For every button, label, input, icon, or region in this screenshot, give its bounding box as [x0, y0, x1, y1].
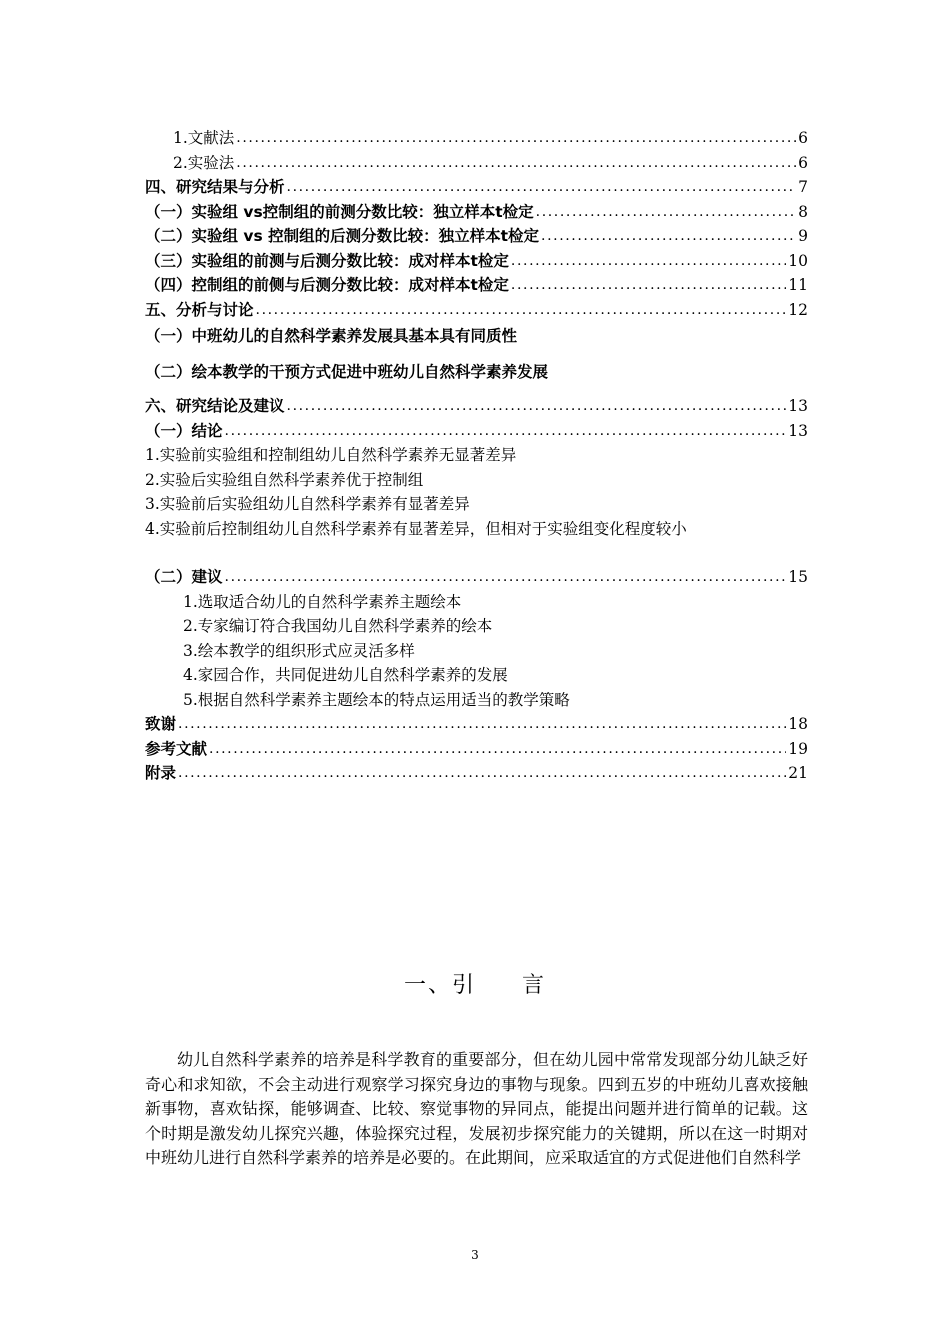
toc-leader-dots [541, 224, 796, 249]
section-heading-part1: 一、引 [403, 973, 476, 998]
toc-entry-page: 10 [788, 251, 808, 270]
toc-entry-title: （二）实验组 vs 控制组的后测分数比较：独立样本t检定 [145, 227, 540, 245]
toc-entry[interactable] [145, 419, 808, 444]
toc-entry-title: 致谢 [145, 715, 177, 733]
toc-entry[interactable] [145, 737, 808, 762]
toc-leader-dots [236, 126, 796, 151]
toc-leader-dots [256, 298, 787, 323]
toc-leader-dots [287, 394, 787, 419]
toc-entry-page: 12 [788, 300, 808, 319]
toc-entry-title: （一）中班幼儿的自然科学素养发展具基本具有同质性 [145, 327, 518, 345]
toc-entry-title: 3.绘本教学的组织形式应灵活多样 [183, 641, 415, 660]
toc-entry[interactable] [145, 468, 808, 493]
toc-entry[interactable] [145, 298, 808, 323]
toc-entry[interactable] [145, 224, 808, 249]
toc-entry-title: 参考文献 [145, 739, 208, 758]
toc-entry[interactable] [145, 492, 808, 517]
toc-entry-title: 4.家园合作，共同促进幼儿自然科学素养的发展 [183, 666, 508, 684]
toc-entry[interactable] [145, 126, 808, 151]
toc-entry-title: 1.实验前实验组和控制组幼儿自然科学素养无显著差异 [145, 446, 517, 464]
toc-leader-dots [236, 151, 796, 176]
toc-entry[interactable] [145, 590, 808, 615]
toc-entry-title: （一）结论 [145, 421, 223, 440]
toc-entry-page: 13 [788, 421, 808, 440]
toc-leader-dots [511, 249, 786, 274]
toc-entry[interactable] [145, 249, 808, 274]
toc-leader-dots [511, 273, 786, 298]
page-number: 3 [471, 1248, 479, 1262]
toc-entry-page: 11 [788, 276, 808, 294]
toc-entry-page: 15 [788, 568, 808, 586]
toc-entry-page: 8 [798, 202, 808, 221]
toc-entry-title: 2.专家编订符合我国幼儿自然科学素养的绘本 [183, 617, 493, 635]
toc-entry[interactable] [145, 175, 808, 200]
toc-entry-title: 2.实验法 [173, 153, 235, 172]
toc-entry[interactable] [145, 394, 808, 419]
toc-entry[interactable] [145, 639, 808, 664]
toc-entry-page: 7 [798, 178, 808, 196]
toc-entry-title: 附录 [145, 764, 177, 782]
toc-entry[interactable] [145, 273, 808, 298]
section-heading [0, 968, 950, 999]
toc-leader-dots [209, 737, 786, 762]
toc-entry-title: 5.根据自然科学素养主题绘本的特点运用适当的教学策略 [183, 690, 570, 709]
toc-entry-title: 4.实验前后控制组幼儿自然科学素养有显著差异，但相对于实验组变化程度较小 [145, 519, 687, 538]
toc-entry-title: 六、研究结论及建议 [145, 397, 285, 415]
toc-entry-page: 13 [788, 397, 808, 415]
toc-entry[interactable] [145, 200, 808, 225]
toc-entry-title: （一）实验组 vs控制组的前测分数比较：独立样本t检定 [145, 202, 534, 221]
toc-entry-title: 1.文献法 [173, 129, 235, 147]
toc-entry-title: 五、分析与讨论 [145, 300, 254, 319]
toc-entry[interactable] [145, 443, 808, 468]
toc-entry-title: （二）绘本教学的干预方式促进中班幼儿自然科学素养发展 [145, 363, 549, 381]
toc-entry[interactable] [145, 358, 808, 394]
toc-entry[interactable] [145, 688, 808, 713]
toc-entry-title: （三）实验组的前测与后测分数比较：成对样本t检定 [145, 251, 509, 270]
toc-entry-page: 6 [798, 129, 808, 147]
toc-entry-title: （四）控制组的前侧与后测分数比较：成对样本t检定 [145, 276, 509, 294]
toc-entry-page: 21 [788, 764, 808, 782]
toc-entry[interactable] [145, 151, 808, 176]
toc-entry-title: 四、研究结果与分析 [145, 178, 285, 196]
toc-entry[interactable] [145, 663, 808, 688]
toc-leader-dots [536, 200, 796, 225]
toc-entry[interactable] [145, 761, 808, 786]
toc-entry[interactable] [145, 517, 808, 542]
spacer [145, 541, 808, 565]
table-of-contents [145, 126, 808, 786]
toc-entry-page: 9 [798, 227, 808, 245]
toc-leader-dots [225, 419, 787, 444]
toc-leader-dots [225, 565, 787, 590]
toc-leader-dots [178, 712, 786, 737]
toc-entry[interactable] [145, 712, 808, 737]
toc-entry-page: 6 [798, 153, 808, 172]
toc-entry-page: 18 [788, 715, 808, 733]
toc-entry[interactable] [145, 614, 808, 639]
toc-entry-page: 19 [788, 739, 808, 758]
toc-entry-title: 3.实验前后实验组幼儿自然科学素养有显著差异 [145, 495, 470, 513]
toc-leader-dots [178, 761, 786, 786]
toc-entry-title: 2.实验后实验组自然科学素养优于控制组 [145, 470, 424, 489]
toc-entry[interactable] [145, 322, 808, 358]
toc-entry-title: （二）建议 [145, 568, 223, 586]
toc-entry-title: 1.选取适合幼儿的自然科学素养主题绘本 [183, 592, 462, 611]
body-paragraph: 幼儿自然科学素养的培养是科学教育的重要部分，但在幼儿园中常常发现部分幼儿缺乏好奇心和求知欲，不会主动进行观察学习探究身边的事物与现象。四到五岁的中班幼儿喜欢接触新事物，喜欢钻探，能够调查、比较、察觉事物的异同点，能提出问题并进行简单的记载。这个时期是激发幼儿探究兴趣，体验探究过程，发展初步探究能力的关键期，所以在这一时期对中班幼儿进行自然科学素养的培养是必要的。在此期间，应采取适宜的方式促进他们自然科学 [145, 1050, 808, 1167]
toc-leader-dots [287, 175, 797, 200]
toc-entry[interactable] [145, 565, 808, 590]
section-heading-part2: 言 [522, 973, 547, 998]
